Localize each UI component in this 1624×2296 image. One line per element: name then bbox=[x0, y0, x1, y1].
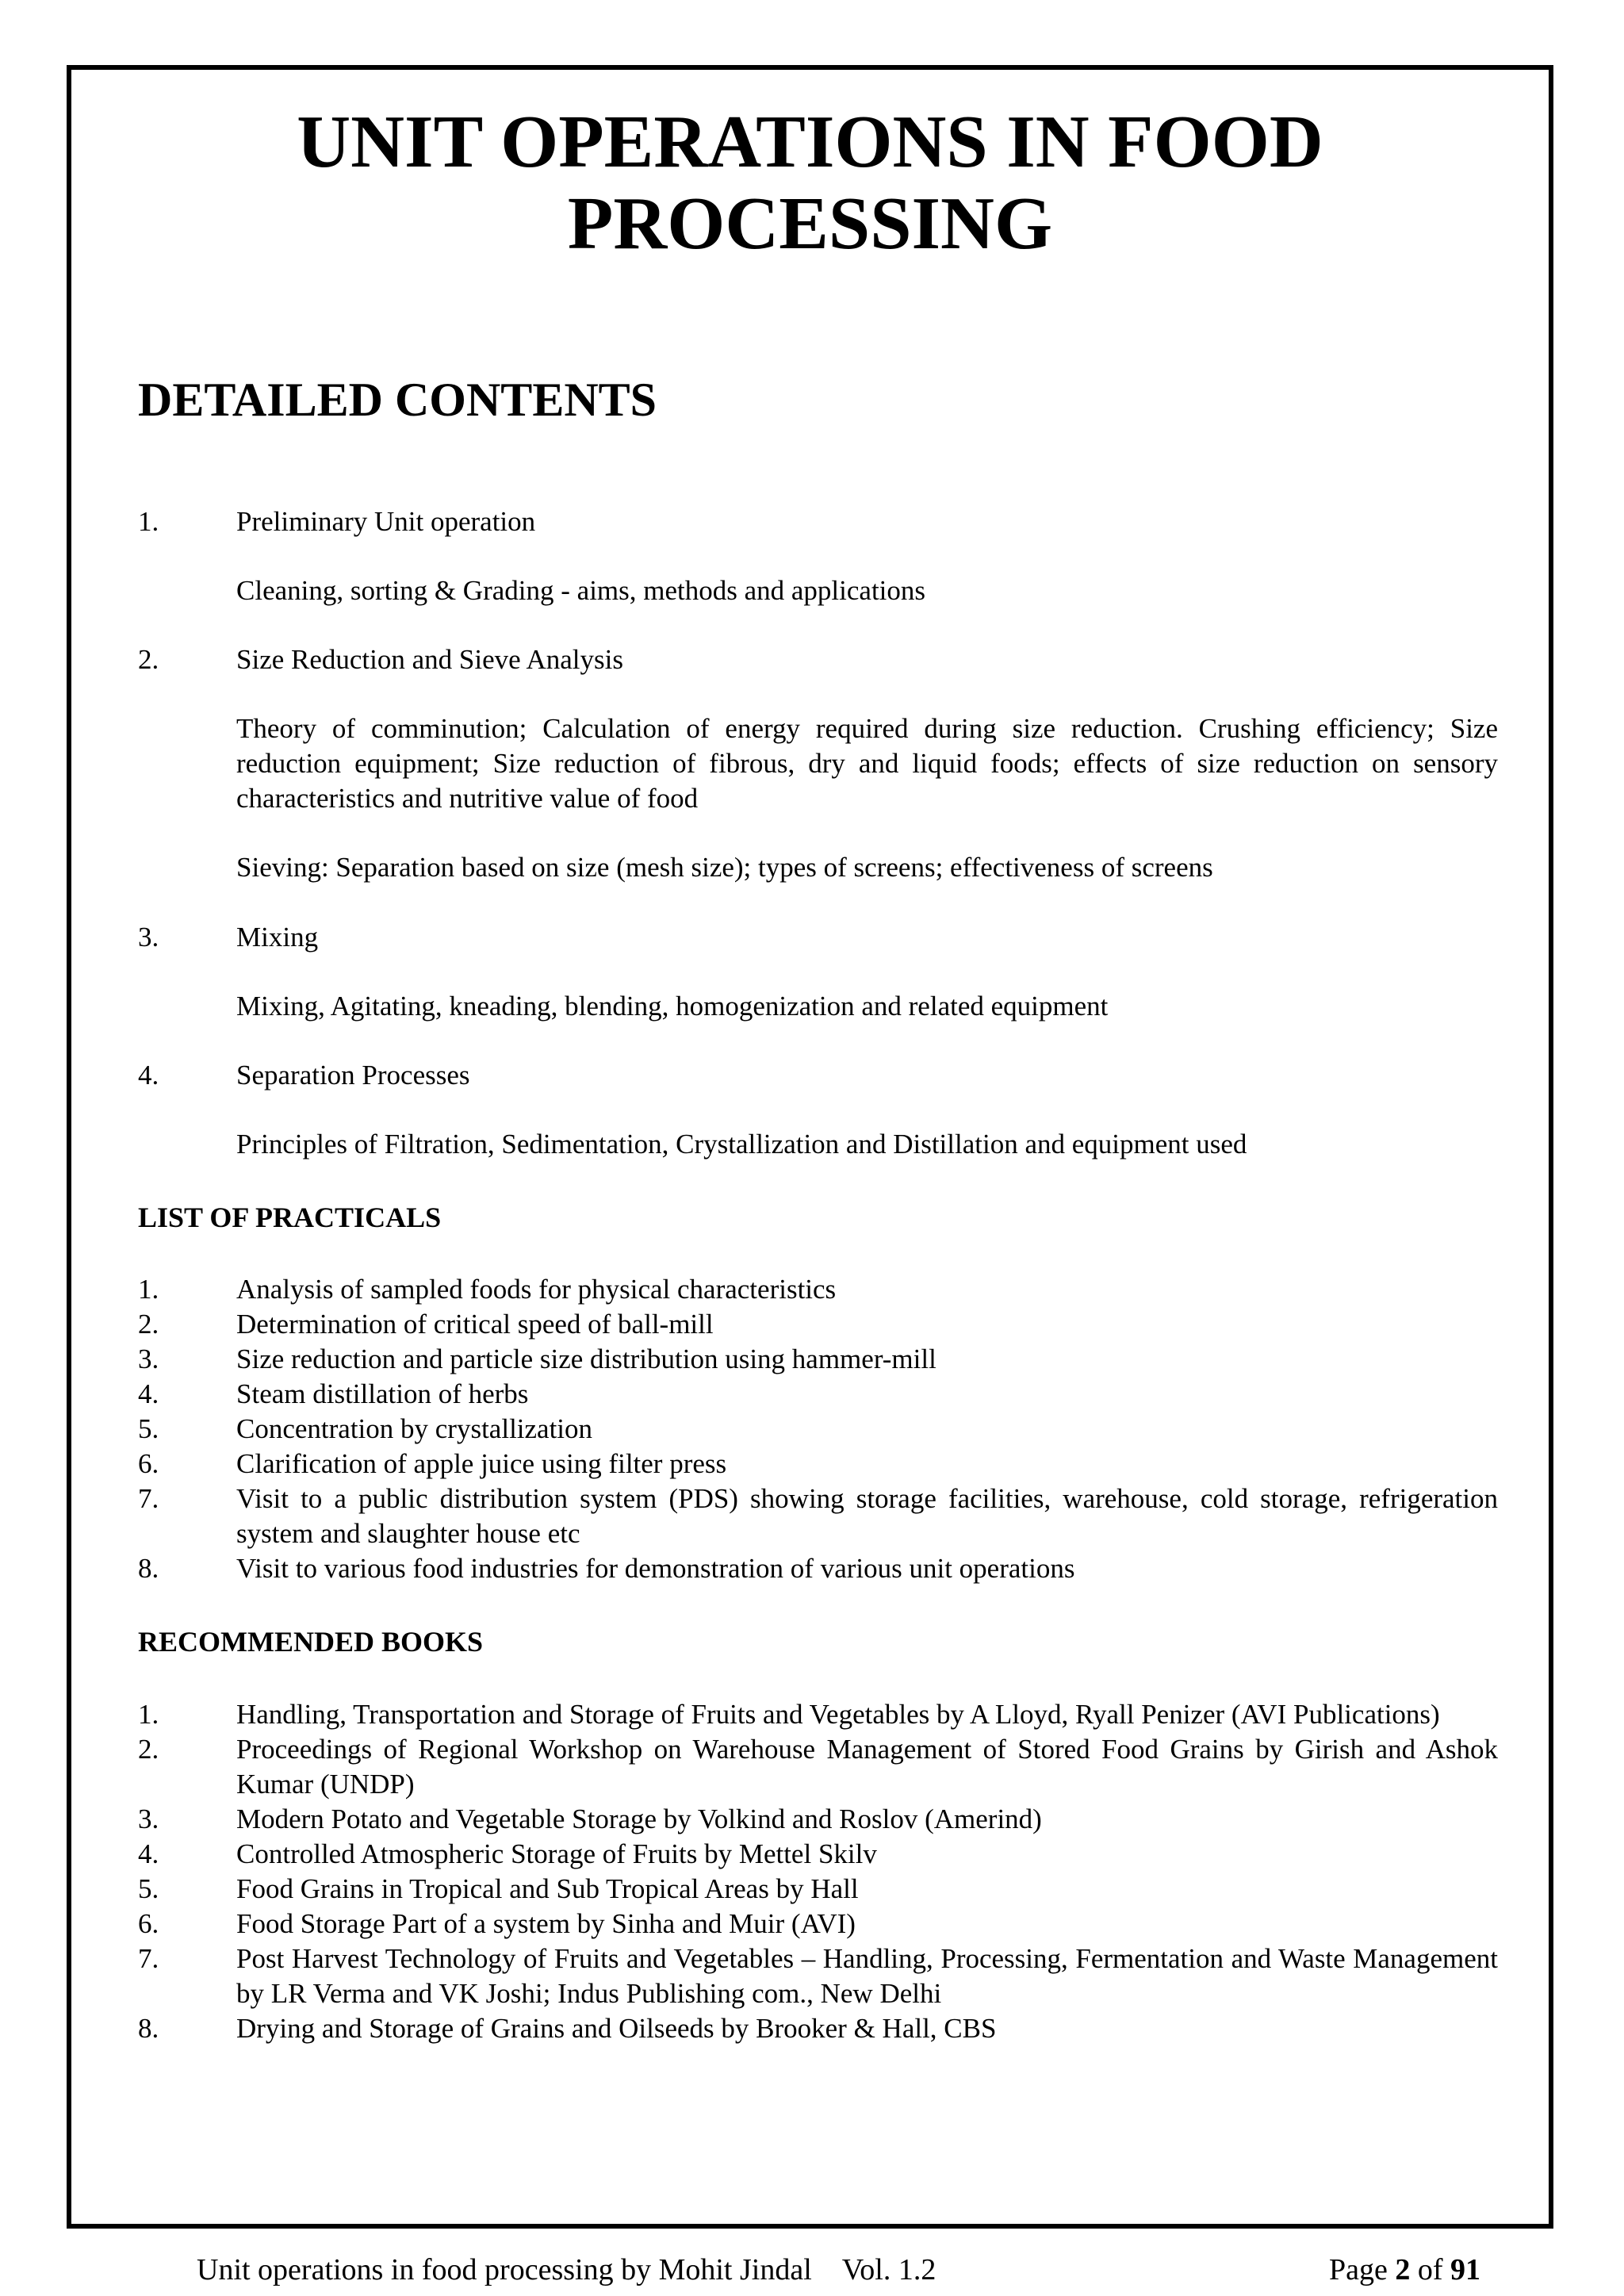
list-text: Clarification of apple juice using filter press bbox=[236, 1448, 727, 1479]
contents-title: Size Reduction and Sieve Analysis bbox=[236, 644, 623, 675]
list-text: Size reduction and particle size distribution using hammer-mill bbox=[236, 1343, 936, 1374]
list-number: 1. bbox=[138, 1699, 159, 1730]
list-item bbox=[138, 1272, 1498, 1307]
list-text: Steam distillation of herbs bbox=[236, 1378, 529, 1409]
document-title bbox=[67, 102, 1553, 265]
practicals-heading: LIST OF PRACTICALS bbox=[138, 1202, 442, 1233]
list-number: 6. bbox=[138, 1908, 159, 1939]
contents-title: Preliminary Unit operation bbox=[236, 506, 536, 537]
list-text: Post Harvest Technology of Fruits and Vegetables – Handling, Processing, Fermentation and Waste Management by LR Verma and VK Joshi; Indus Publishing com., New Delhi bbox=[236, 1943, 1498, 2009]
list-text: Concentration by crystallization bbox=[236, 1413, 593, 1444]
page-label: Page bbox=[1329, 2253, 1388, 2286]
list-item bbox=[138, 1732, 1498, 1802]
list-item bbox=[138, 1307, 1498, 1342]
list-number: 8. bbox=[138, 2013, 159, 2044]
title-line-2: PROCESSING bbox=[567, 182, 1053, 265]
contents-paragraph-2a: Theory of comminution; Calculation of energy required during size reduction. Crushing efficiency; Size reduction equipment; Size reduction of fibrous, dry and liquid foods; effects of size reduction on sensory characteristics and nutritive value of food bbox=[236, 713, 1498, 814]
list-number: 7. bbox=[138, 1483, 159, 1514]
contents-number: 1. bbox=[138, 506, 159, 537]
list-item bbox=[138, 2011, 1498, 2046]
footer-author: Unit operations in food processing by Mohit Jindal bbox=[197, 2253, 812, 2286]
list-number: 3. bbox=[138, 1803, 159, 1834]
list-text: Controlled Atmospheric Storage of Fruits by Mettel Skilv bbox=[236, 1838, 877, 1869]
list-number: 5. bbox=[138, 1413, 159, 1444]
list-text: Proceedings of Regional Workshop on Warehouse Management of Stored Food Grains by Girish and Ashok Kumar (UNDP) bbox=[236, 1734, 1498, 1800]
footer-left bbox=[197, 2252, 936, 2287]
page-number bbox=[1329, 2252, 1480, 2287]
contents-paragraph-1: Cleaning, sorting & Grading - aims, methods and applications bbox=[236, 575, 926, 606]
list-item bbox=[138, 1342, 1498, 1377]
list-item bbox=[138, 1377, 1498, 1412]
list-number: 5. bbox=[138, 1873, 159, 1904]
list-item bbox=[138, 1412, 1498, 1447]
list-number: 2. bbox=[138, 1734, 159, 1765]
contents-title: Mixing bbox=[236, 922, 319, 953]
list-item bbox=[138, 1941, 1498, 2011]
list-item bbox=[138, 1802, 1498, 1837]
detailed-contents-heading: DETAILED CONTENTS bbox=[138, 374, 657, 426]
practicals-list bbox=[138, 1272, 1498, 1586]
list-number: 6. bbox=[138, 1448, 159, 1479]
list-item bbox=[138, 1551, 1498, 1586]
list-text: Analysis of sampled foods for physical characteristics bbox=[236, 1274, 837, 1305]
list-item bbox=[138, 1697, 1498, 1732]
list-number: 8. bbox=[138, 1553, 159, 1584]
list-text: Food Grains in Tropical and Sub Tropical Areas by Hall bbox=[236, 1873, 859, 1904]
contents-number: 4. bbox=[138, 1060, 159, 1091]
books-heading: RECOMMENDED BOOKS bbox=[138, 1626, 484, 1658]
list-number: 2. bbox=[138, 1309, 159, 1340]
title-line-1: UNIT OPERATIONS IN FOOD bbox=[297, 101, 1323, 183]
page-of: of bbox=[1417, 2253, 1443, 2286]
list-number: 1. bbox=[138, 1274, 159, 1305]
list-item bbox=[138, 1837, 1498, 1872]
contents-number: 3. bbox=[138, 922, 159, 953]
list-item bbox=[138, 1872, 1498, 1907]
page-total: 91 bbox=[1450, 2253, 1481, 2286]
list-text: Visit to various food industries for demonstration of various unit operations bbox=[236, 1553, 1075, 1584]
list-item bbox=[138, 1447, 1498, 1481]
list-number: 4. bbox=[138, 1378, 159, 1409]
contents-paragraph-4: Principles of Filtration, Sedimentation, Crystallization and Distillation and equipment used bbox=[236, 1129, 1247, 1159]
page-current: 2 bbox=[1395, 2253, 1411, 2286]
contents-paragraph-2b: Sieving: Separation based on size (mesh size); types of screens; effectiveness of screens bbox=[236, 852, 1213, 883]
list-item bbox=[138, 1481, 1498, 1551]
list-item bbox=[138, 1907, 1498, 1941]
list-text: Drying and Storage of Grains and Oilseeds by Brooker & Hall, CBS bbox=[236, 2013, 997, 2044]
books-list bbox=[138, 1697, 1498, 2046]
contents-title: Separation Processes bbox=[236, 1060, 470, 1091]
list-text: Handling, Transportation and Storage of Fruits and Vegetables by A Lloyd, Ryall Penizer (AVI Publications) bbox=[236, 1699, 1440, 1730]
contents-number: 2. bbox=[138, 644, 159, 675]
list-number: 4. bbox=[138, 1838, 159, 1869]
list-number: 7. bbox=[138, 1943, 159, 1974]
list-text: Visit to a public distribution system (PDS) showing storage facilities, warehouse, cold storage, refrigeration system and slaughter house etc bbox=[236, 1483, 1498, 1549]
list-text: Determination of critical speed of ball-mill bbox=[236, 1309, 714, 1340]
list-text: Food Storage Part of a system by Sinha and Muir (AVI) bbox=[236, 1908, 856, 1939]
list-text: Modern Potato and Vegetable Storage by Volkind and Roslov (Amerind) bbox=[236, 1803, 1042, 1834]
contents-paragraph-3: Mixing, Agitating, kneading, blending, homogenization and related equipment bbox=[236, 991, 1109, 1022]
list-number: 3. bbox=[138, 1343, 159, 1374]
footer-version: Vol. 1.2 bbox=[841, 2253, 936, 2286]
